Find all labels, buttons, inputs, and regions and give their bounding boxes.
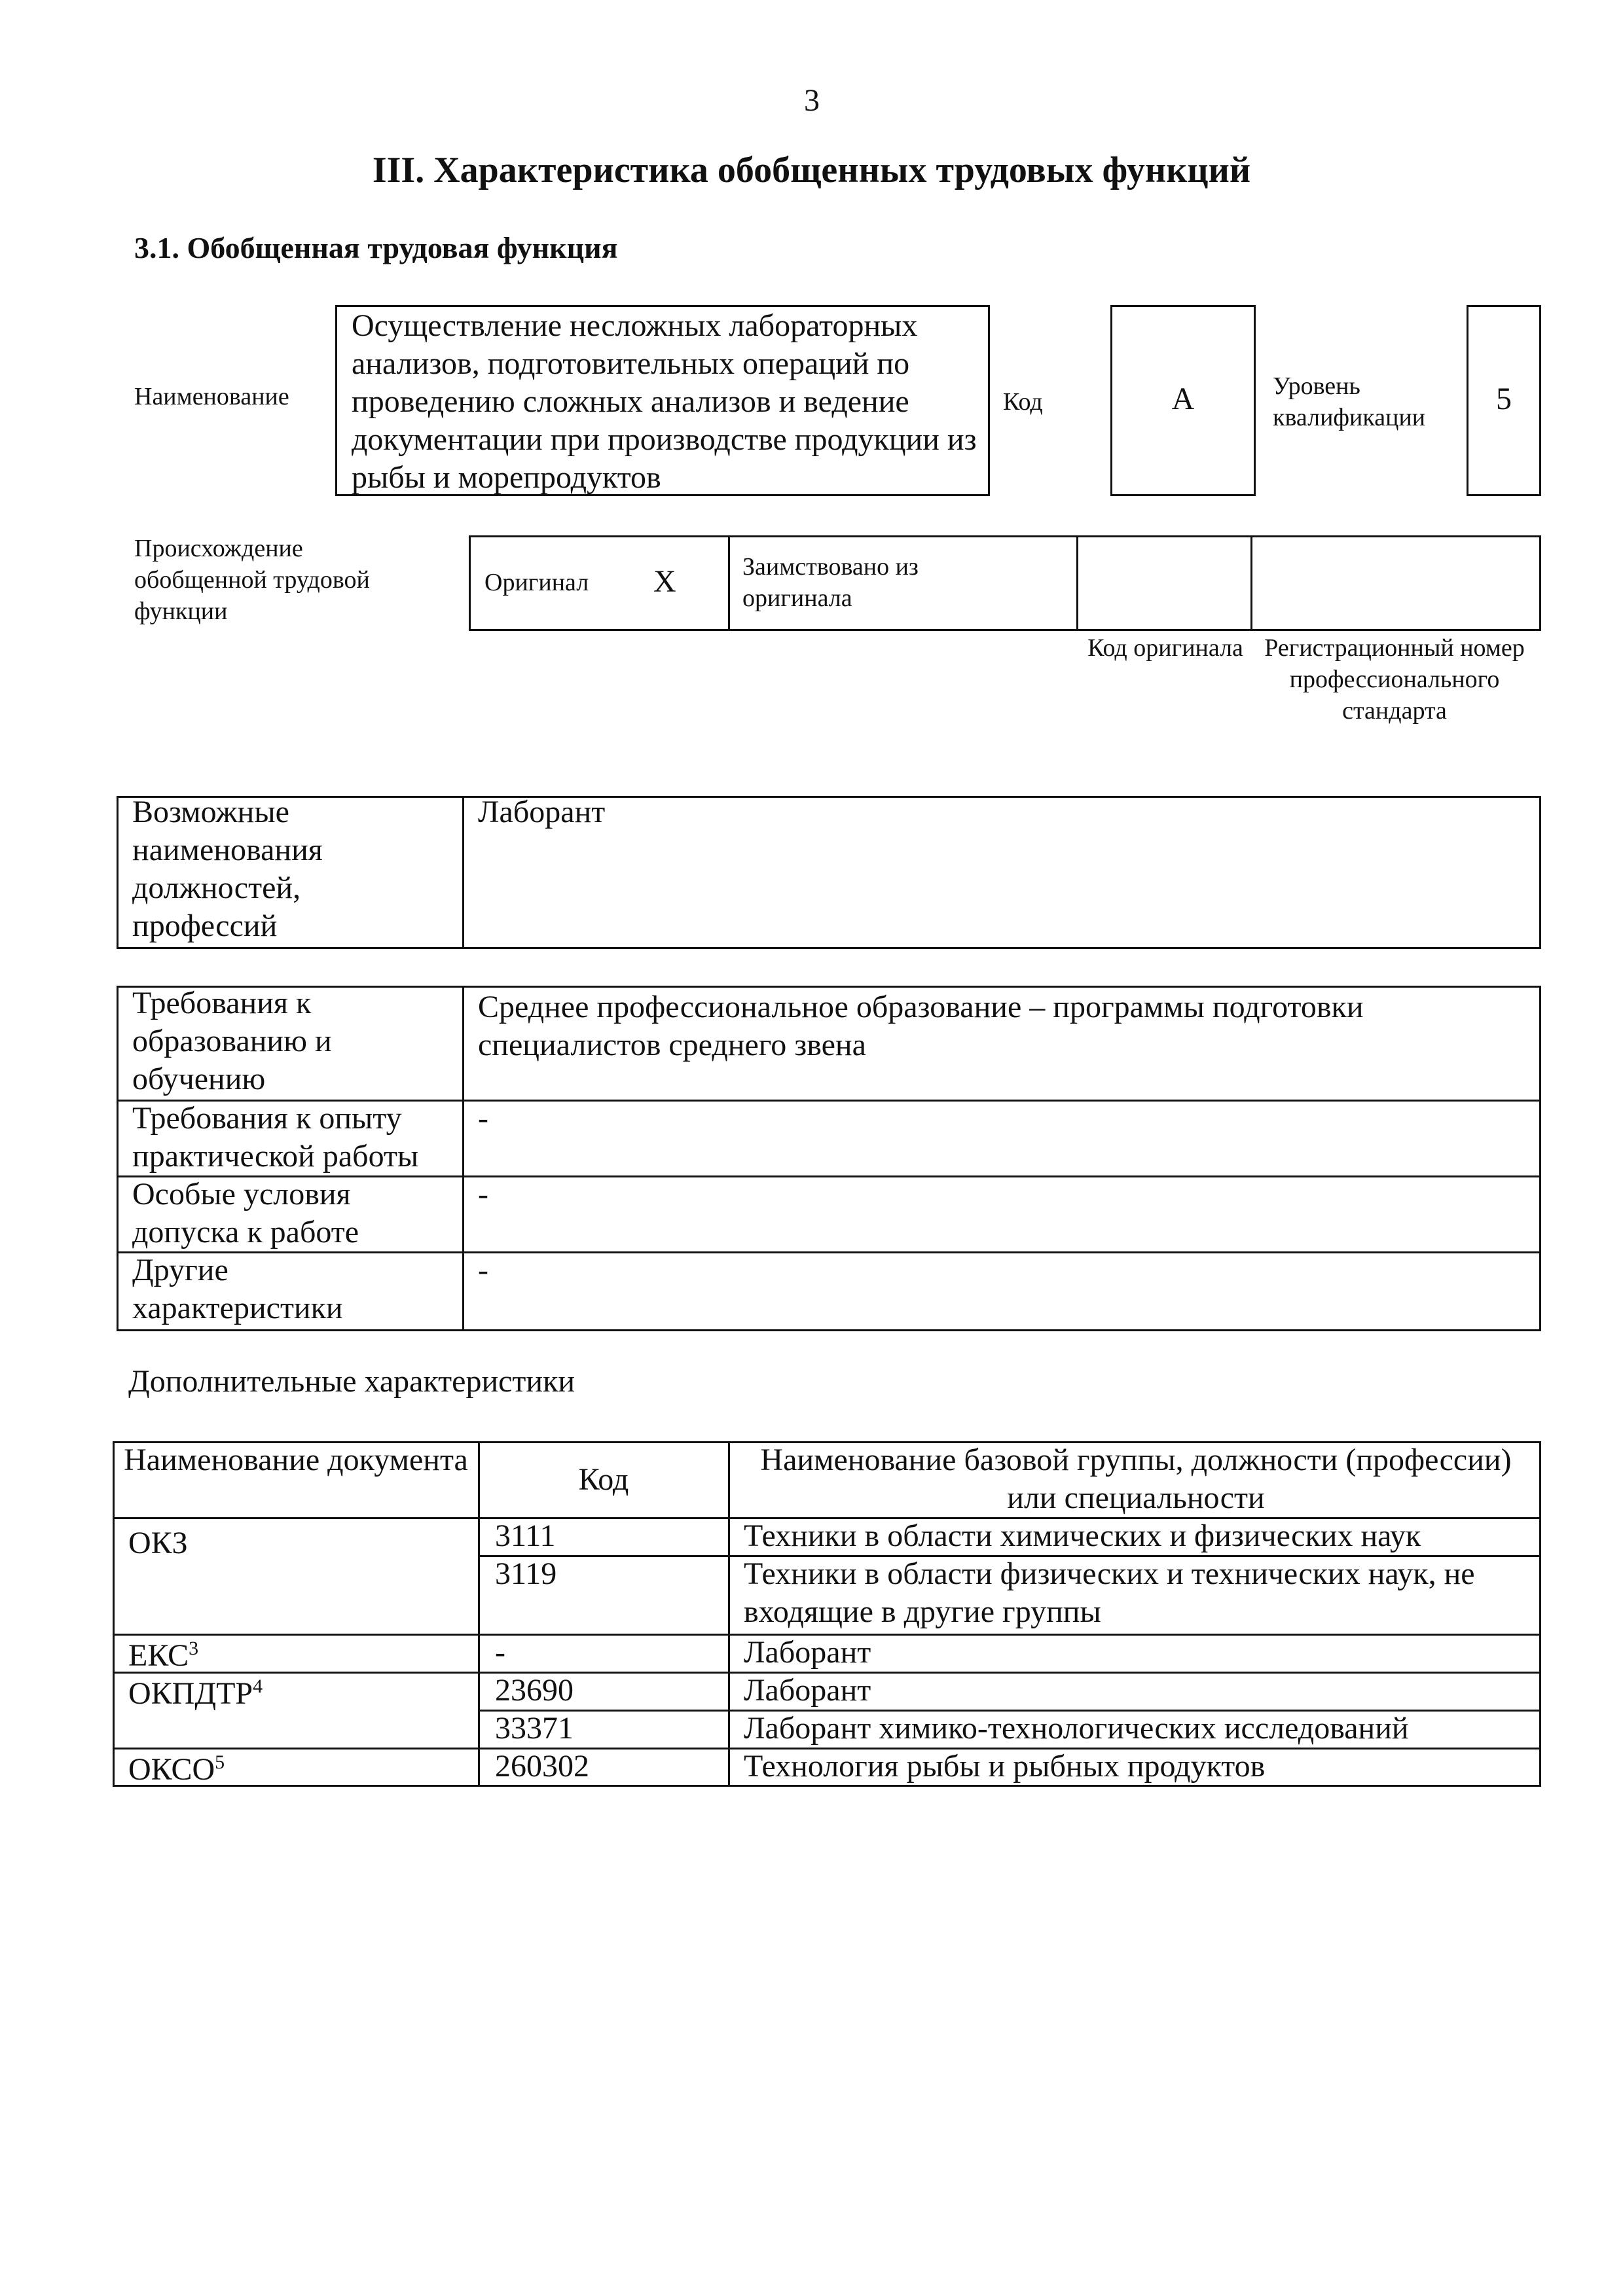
- additional-name: Техники в области физических и технических наук, не входящие в другие группы: [744, 1556, 1475, 1629]
- origin-reg-caption: Регистрационный номер профессионального стандарта: [1264, 634, 1525, 725]
- origin-borrowed-label: Заимствовано из оригинала: [742, 553, 919, 612]
- subsection-title: 3.1. Обобщенная трудовая функция: [134, 231, 618, 264]
- additional-divider: [728, 1441, 730, 1787]
- origin-code-caption: Код оригинала: [1087, 634, 1243, 662]
- additional-name: Технология рыбы и рыбных продуктов: [744, 1749, 1266, 1784]
- origin-divider: [1076, 535, 1078, 631]
- requirement-value: -: [478, 1177, 488, 1211]
- function-code-box: [1110, 305, 1256, 496]
- additional-code: 3119: [495, 1556, 557, 1591]
- function-name-value: Осуществление несложных лабораторных анализов, подготовительных операций по проведению сложных анализов и ведение документации при производстве продукции из рыбы и морепродуктов: [352, 308, 977, 495]
- additional-code: -: [495, 1635, 505, 1670]
- origin-original-label: Оригинал: [484, 569, 589, 596]
- additional-header-name: Наименование базовой группы, должности (профессии) или специальности: [760, 1443, 1512, 1515]
- requirements-divider: [462, 986, 464, 1331]
- requirement-value: Среднее профессиональное образование – программы подготовки специалистов среднего звена: [478, 990, 1364, 1062]
- page-number: 3: [804, 83, 820, 118]
- level-label: Уровень квалификации: [1273, 372, 1426, 431]
- positions-label: Возможные наименования должностей, профессий: [132, 795, 323, 943]
- additional-code: 260302: [495, 1749, 589, 1784]
- additional-header-code: Код: [578, 1462, 629, 1497]
- additional-title: Дополнительные характеристики: [128, 1364, 575, 1399]
- requirement-label: Требования к образованию и обучению: [132, 986, 332, 1096]
- additional-code: 33371: [495, 1711, 574, 1746]
- requirement-value: -: [478, 1101, 488, 1136]
- origin-divider: [728, 535, 730, 631]
- origin-label: Происхождение обобщенной трудовой функции: [134, 535, 370, 625]
- positions-divider: [462, 796, 464, 949]
- function-code-value: А: [1171, 382, 1195, 416]
- additional-code: 3111: [495, 1518, 556, 1553]
- origin-table: [469, 535, 1541, 631]
- function-name-label: Наименование: [134, 383, 289, 410]
- requirement-value: -: [478, 1253, 488, 1287]
- additional-doc: ОКПДТР$^4$: [128, 1676, 263, 1711]
- additional-doc: ОКЗ: [128, 1526, 188, 1560]
- origin-original-mark: Х: [653, 564, 676, 599]
- requirement-label: Требования к опыту практической работы: [132, 1101, 419, 1174]
- additional-name: Лаборант: [744, 1673, 871, 1708]
- level-box: [1467, 305, 1541, 496]
- requirement-label: Особые условия допуска к работе: [132, 1177, 359, 1249]
- additional-divider: [478, 1441, 480, 1787]
- additional-doc: ОКСО$^5$: [128, 1751, 225, 1787]
- additional-name: Лаборант химико-технологических исследований: [744, 1711, 1409, 1746]
- level-value: 5: [1496, 382, 1512, 416]
- section-title: III. Характеристика обобщенных трудовых функций: [372, 150, 1251, 190]
- origin-divider: [1250, 535, 1252, 631]
- positions-value: Лаборант: [478, 795, 606, 829]
- additional-name: Лаборант: [744, 1635, 871, 1670]
- additional-doc: ЕКС$^3$: [128, 1638, 199, 1673]
- additional-code: 23690: [495, 1673, 574, 1708]
- requirement-label: Другие характеристики: [132, 1253, 343, 1325]
- function-name-box: [335, 305, 990, 496]
- function-code-label: Код: [1003, 388, 1043, 416]
- additional-header-doc: Наименование документа: [124, 1443, 468, 1477]
- additional-name: Техники в области химических и физических наук: [744, 1518, 1421, 1553]
